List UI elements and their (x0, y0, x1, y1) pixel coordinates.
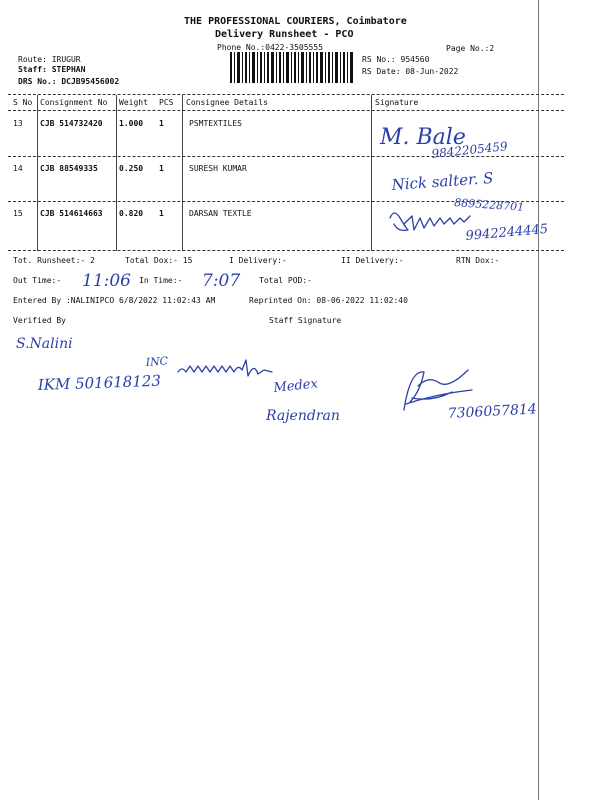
rs-number: RS No.: 954560 (362, 55, 430, 64)
row-14-sno: 14 (13, 164, 23, 173)
row-13-pcs: 1 (159, 119, 164, 128)
barcode (230, 52, 354, 83)
in-time-label: In Time:- (139, 276, 183, 285)
handwritten-scribble (178, 360, 272, 376)
phone-number: Phone No.:0422-3505555 (217, 43, 323, 52)
col-header-sno: S No (13, 98, 33, 107)
signature-area (374, 112, 560, 252)
total-runsheet: Tot. Runsheet:- 2 (13, 256, 95, 265)
row-15-sno: 15 (13, 209, 23, 218)
verified-by-label: Verified By (13, 316, 66, 325)
footer-handwriting (8, 326, 538, 436)
col-divider (182, 95, 183, 251)
ii-delivery: II Delivery:- (341, 256, 404, 265)
rs-date: RS Date: 08-Jun-2022 (362, 67, 459, 76)
company-name: THE PROFESSIONAL COURIERS, Coimbatore (184, 16, 407, 27)
staff-signature-label: Staff Signature (269, 316, 342, 325)
staff-signature-mark (404, 370, 472, 410)
row-14-signature-text: Nick salter. S (391, 168, 494, 194)
staff-handwritten-name: Rajendran (266, 408, 340, 424)
col-header-consignee: Consignee Details (186, 98, 268, 107)
i-delivery: I Delivery:- (229, 256, 287, 265)
row-15-consignee: DARSAN TEXTLE (189, 209, 252, 218)
row-14-weight: 0.250 (119, 164, 144, 173)
drs-number: DRS No.: DCJB95456002 (18, 77, 120, 86)
col-divider (371, 95, 372, 251)
col-divider (37, 95, 38, 251)
row-15-signature-mark (390, 213, 470, 230)
handwritten-inc: INC (145, 354, 169, 369)
entered-by: Entered By :NALINIPCO 6/8/2022 11:02:43 AM (13, 296, 216, 305)
row-13-signature-text: M. Bale (380, 125, 466, 150)
row-13-consignee: PSMTEXTILES (189, 119, 242, 128)
row-14-signature-phone: 8895228701 (453, 196, 525, 214)
row-14-pcs: 1 (159, 164, 164, 173)
col-header-consignment: Consignment No (40, 98, 108, 107)
verifier-signature: S.Nalini (16, 336, 73, 352)
row-13-consignment: CJB 514732420 (40, 119, 103, 128)
total-dox: Total Dox:- 15 (125, 256, 193, 265)
table-header-rule (8, 110, 564, 111)
reprinted-on: Reprinted On: 08-06-2022 11:02:40 (249, 296, 408, 305)
col-header-signature: Signature (375, 98, 419, 107)
row-15-pcs: 1 (159, 209, 164, 218)
row-15-signature-phone: 9942244445 (465, 221, 549, 244)
row-13-weight: 1.000 (119, 119, 144, 128)
row-13-signature-phone: 9842205459 (430, 139, 509, 161)
in-time-handwritten (200, 266, 260, 292)
row-13-sno: 13 (13, 119, 23, 128)
total-pod: Total POD:- (259, 276, 312, 285)
col-divider (116, 95, 117, 251)
col-header-weight: Weight (119, 98, 148, 107)
rtn-dox: RTN Dox:- (456, 256, 500, 265)
row-14-consignee: SURESH KUMAR (189, 164, 247, 173)
document-title: Delivery Runsheet - PCO (215, 29, 354, 40)
handwritten-reference: IKM 501618123 (37, 371, 162, 394)
staff-signature-word: Medex (272, 376, 319, 396)
table-top-rule (8, 94, 564, 95)
col-header-pcs: PCS (159, 98, 174, 107)
out-time-value: 11:06 (82, 271, 131, 291)
page-number: Page No.:2 (446, 44, 495, 53)
route: Route: IRUGUR (18, 55, 81, 64)
in-time-value: 7:07 (202, 271, 241, 291)
row-15-consignment: CJB 514614663 (40, 209, 103, 218)
staff-phone: 7306057814 (447, 401, 538, 422)
out-time-label: Out Time:- (13, 276, 62, 285)
staff: Staff: STEPHAN (18, 65, 86, 74)
row-14-consignment: CJB 88549335 (40, 164, 98, 173)
out-time-handwritten (80, 266, 140, 292)
row-15-weight: 0.820 (119, 209, 144, 218)
